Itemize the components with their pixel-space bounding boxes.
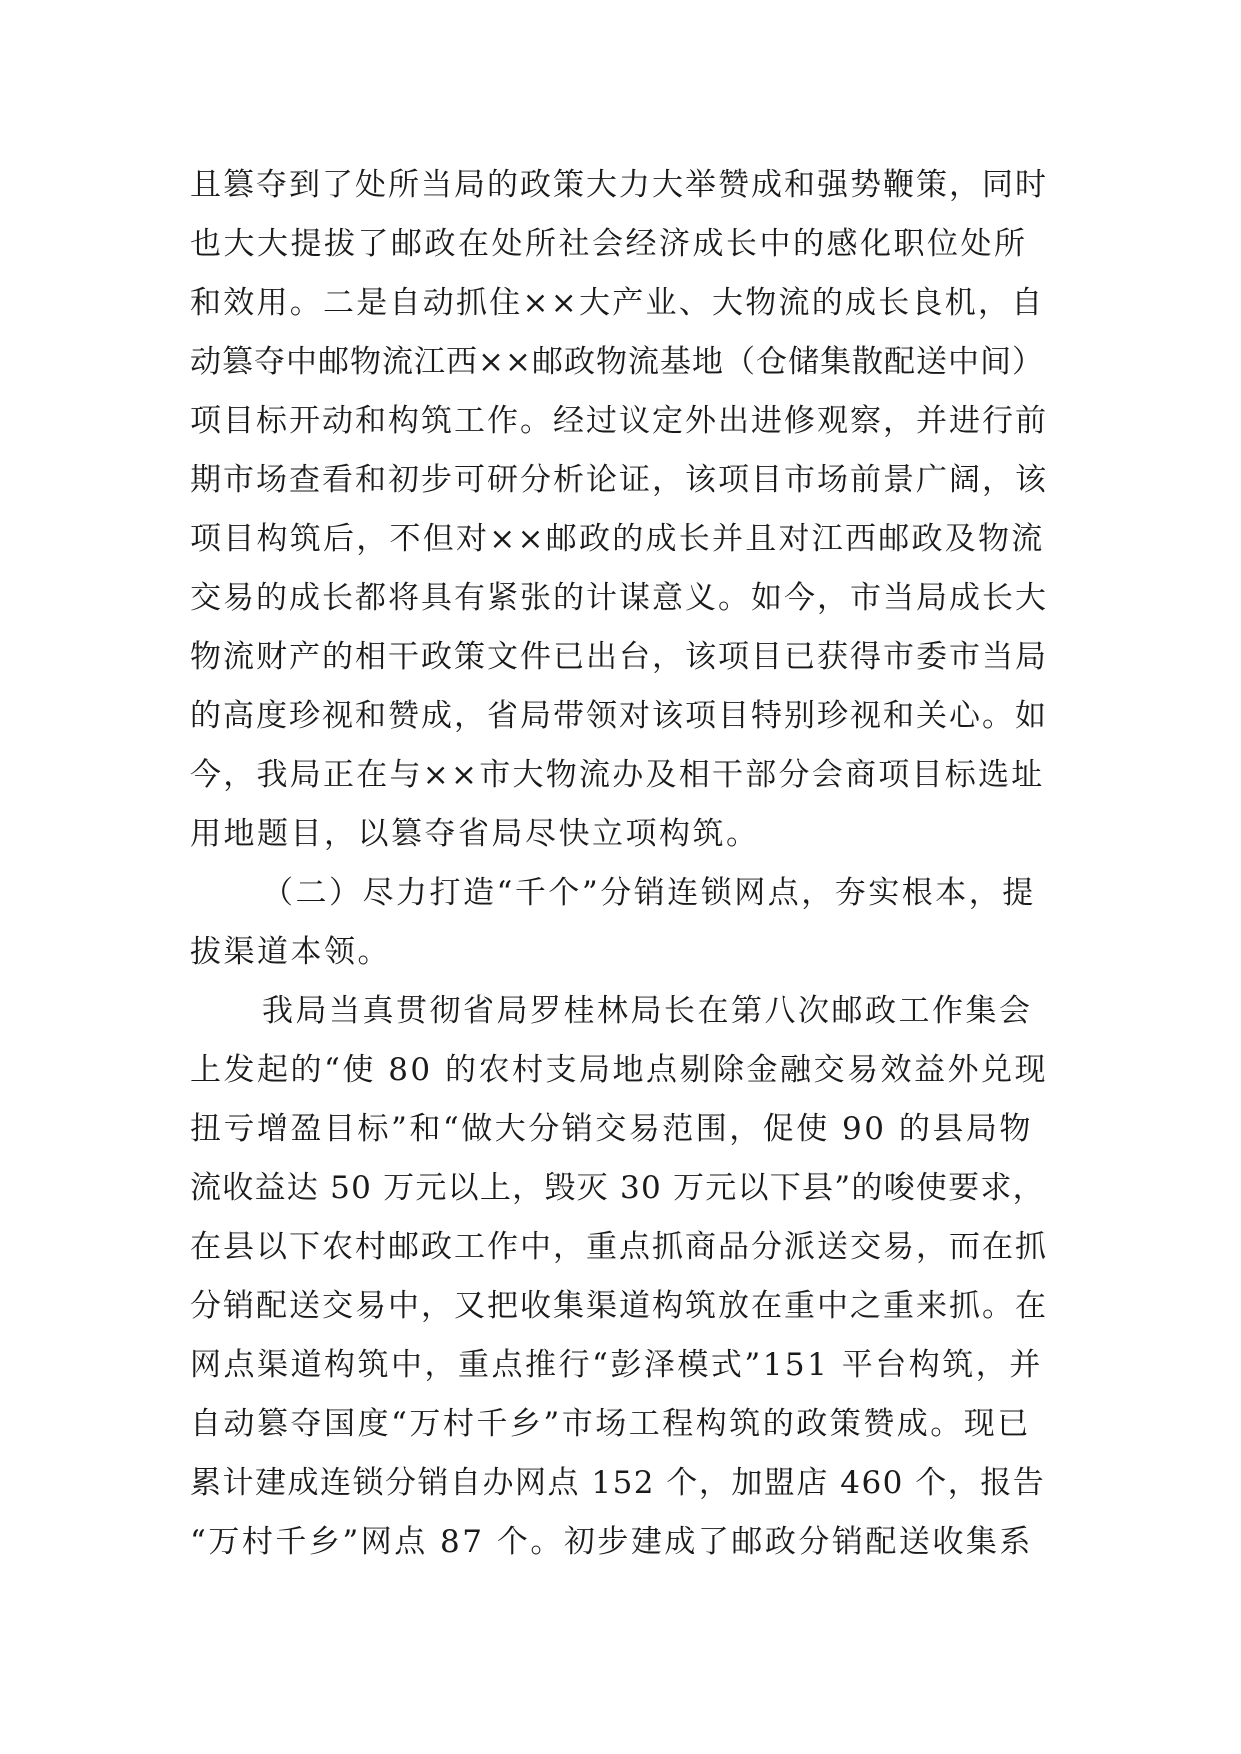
text-line: 自动篡夺国度“万村千乡”市场工程构筑的政策赞成。现已 [190, 1406, 1031, 1442]
text-line: “万村千乡”网点 87 个。初步建成了邮政分销配送收集系 [190, 1524, 1033, 1560]
text-line: 也大大提拔了邮政在处所社会经济成长中的感化职位处所 [190, 226, 1028, 262]
text-line: 网点渠道构筑中，重点推行“彭泽模式”151 平台构筑，并 [190, 1347, 1043, 1383]
text-line: 今，我局正在与××市大物流办及相干部分会商项目标选址 [190, 757, 1045, 793]
text-line: 上发起的“使 80 的农村支局地点剔除金融交易效益外兑现 [190, 1052, 1048, 1088]
text-line: 且篡夺到了处所当局的政策大力大举赞成和强势鞭策，同时 [190, 167, 1048, 203]
text-line: 扭亏增盈目标”和“做大分销交易范围，促使 90 的县局物 [190, 1111, 1033, 1147]
section-heading-line: （二）尽力打造“千个”分销连锁网点，夯实根本，提 [262, 875, 1036, 911]
text-line: 项目标开动和构筑工作。经过议定外出进修观察，并进行前 [190, 403, 1048, 439]
text-line: 动篡夺中邮物流江西××邮政物流基地（仓储集散配送中间） [190, 344, 1044, 380]
text-line: 物流财产的相干政策文件已出台，该项目已获得市委市当局 [190, 639, 1048, 675]
text-line: 流收益达 50 万元以上，毁灭 30 万元以下县”的唆使要求， [190, 1170, 1045, 1206]
text-line: 的高度珍视和赞成，省局带领对该项目特别珍视和关心。如 [190, 698, 1048, 734]
text-line: 交易的成长都将具有紧张的计谋意义。如今，市当局成长大 [190, 580, 1048, 616]
text-line: 我局当真贯彻省局罗桂林局长在第八次邮政工作集会 [262, 993, 1033, 1029]
text-line: 累计建成连锁分销自办网点 152 个，加盟店 460 个，报告 [190, 1465, 1046, 1501]
text-line: 项目构筑后，不但对××邮政的成长并且对江西邮政及物流 [190, 521, 1045, 557]
text-line: 和效用。二是自动抓住××大产业、大物流的成长良机，自 [190, 285, 1045, 321]
section-heading-line: 拔渠道本领。 [190, 934, 391, 970]
text-line: 用地题目，以篡夺省局尽快立项构筑。 [190, 816, 760, 852]
text-line: 期市场查看和初步可研分析论证，该项目市场前景广阔，该 [190, 462, 1048, 498]
text-line: 在县以下农村邮政工作中，重点抓商品分派送交易，而在抓 [190, 1229, 1048, 1265]
text-line: 分销配送交易中，又把收集渠道构筑放在重中之重来抓。在 [190, 1288, 1048, 1324]
